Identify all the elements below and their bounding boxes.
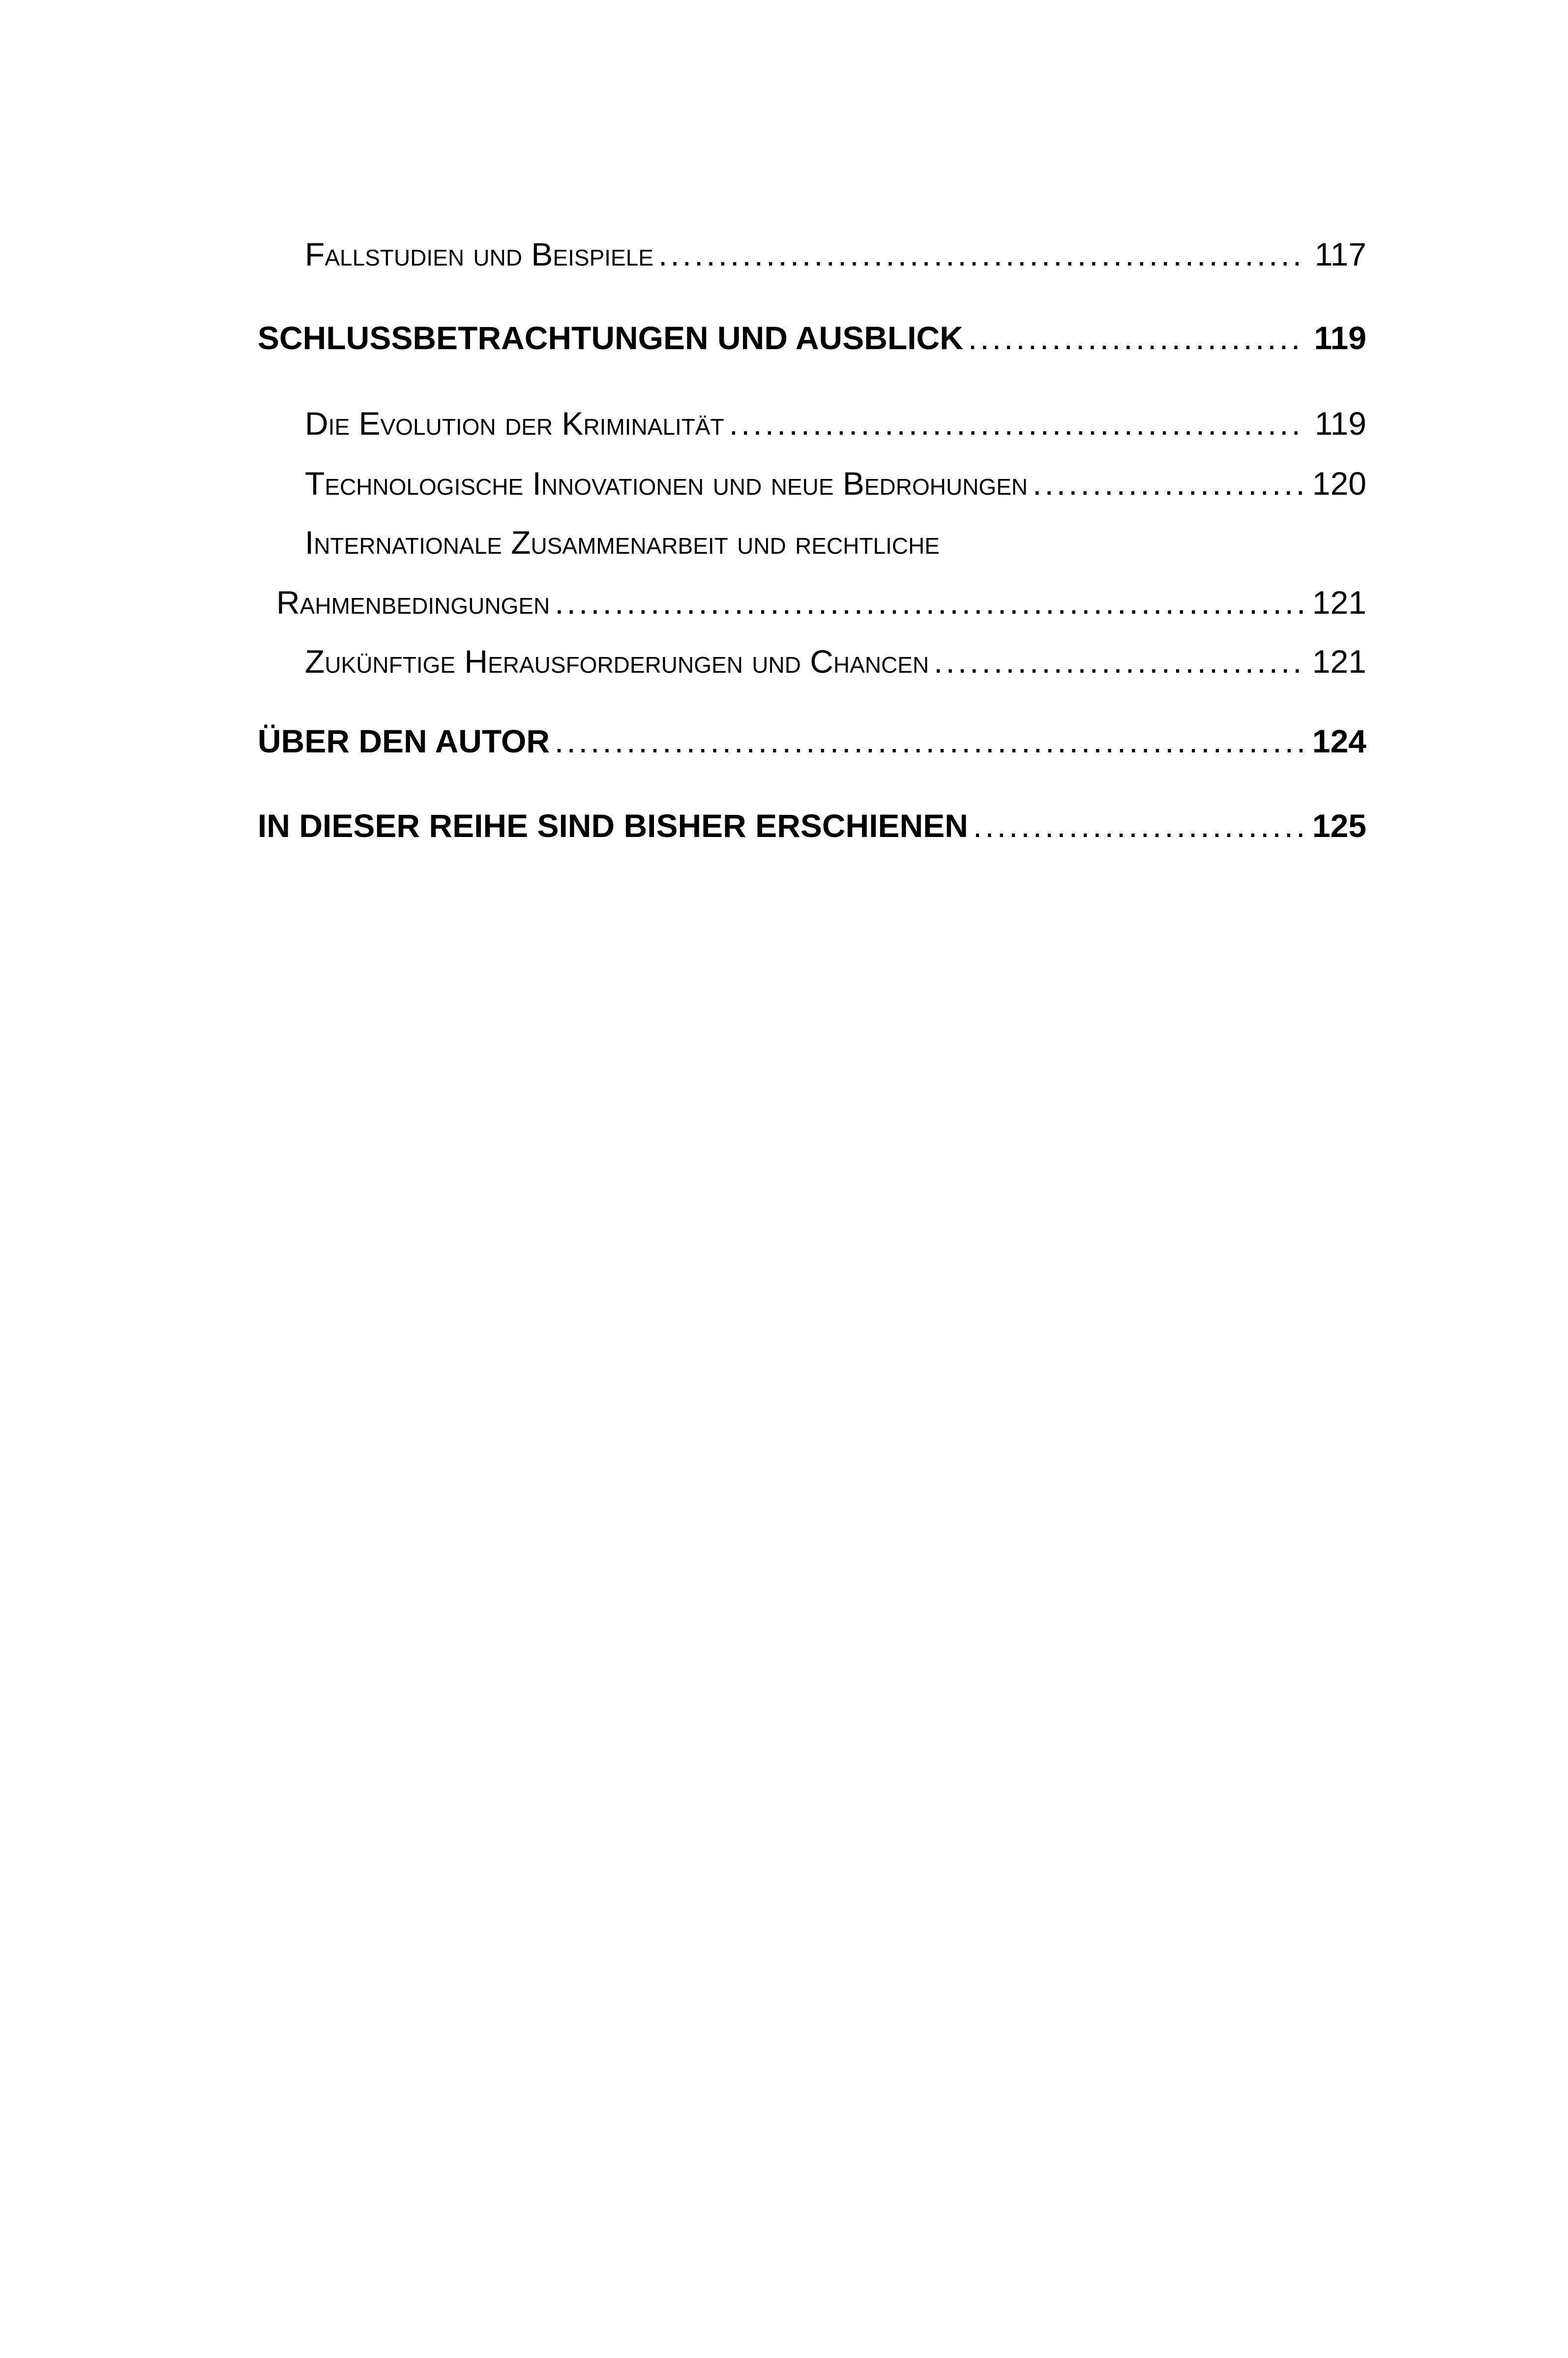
dot-leader [968, 322, 1305, 354]
toc-entry[interactable] [305, 645, 1366, 678]
toc-entry-title: Technologische Innovationen und neue Bedrohungen [305, 465, 1028, 502]
toc-chapter-title: ÜBER DEN AUTOR [258, 723, 550, 759]
toc-page-number: 125 [1312, 807, 1366, 844]
toc-page-number: 121 [1312, 643, 1366, 680]
dot-leader [729, 407, 1306, 440]
toc-entry-title: Zukünftige Herausforderungen und Chancen [305, 643, 929, 680]
toc-page-number: 121 [1312, 584, 1366, 621]
toc-entry-title-line2: Rahmenbedingungen [276, 584, 550, 621]
dot-leader [934, 645, 1303, 678]
dot-leader [555, 725, 1303, 757]
toc-chapter-title: IN DIESER REIHE SIND BISHER ERSCHIENEN [258, 807, 968, 844]
toc-page-number: 124 [1312, 723, 1366, 759]
toc-entry[interactable] [305, 407, 1366, 440]
toc-page-number: 119 [1314, 405, 1366, 442]
toc-chapter-title: SCHLUSSBETRACHTUNGEN UND AUSBLICK [258, 320, 963, 356]
dot-leader [555, 586, 1303, 619]
toc-chapter-entry[interactable] [258, 809, 1366, 842]
toc-entry-title: Fallstudien und Beispiele [305, 236, 653, 272]
toc-entry-title: Die Evolution der Kriminalität [305, 405, 724, 442]
toc-chapter-entry[interactable] [258, 322, 1366, 354]
toc-entry-title-line1[interactable]: Internationale Zusammenarbeit und rechtliche [305, 524, 940, 561]
toc-chapter-entry[interactable] [258, 725, 1366, 757]
toc-entry[interactable] [305, 238, 1366, 270]
toc-entry[interactable] [276, 586, 1366, 619]
dot-leader [973, 809, 1303, 842]
toc-page-number: 120 [1312, 465, 1366, 502]
toc-page-number: 119 [1314, 320, 1366, 356]
dot-leader [658, 238, 1306, 270]
toc-entry[interactable] [305, 467, 1366, 500]
dot-leader [1033, 467, 1303, 500]
toc-page-number: 117 [1314, 236, 1366, 272]
